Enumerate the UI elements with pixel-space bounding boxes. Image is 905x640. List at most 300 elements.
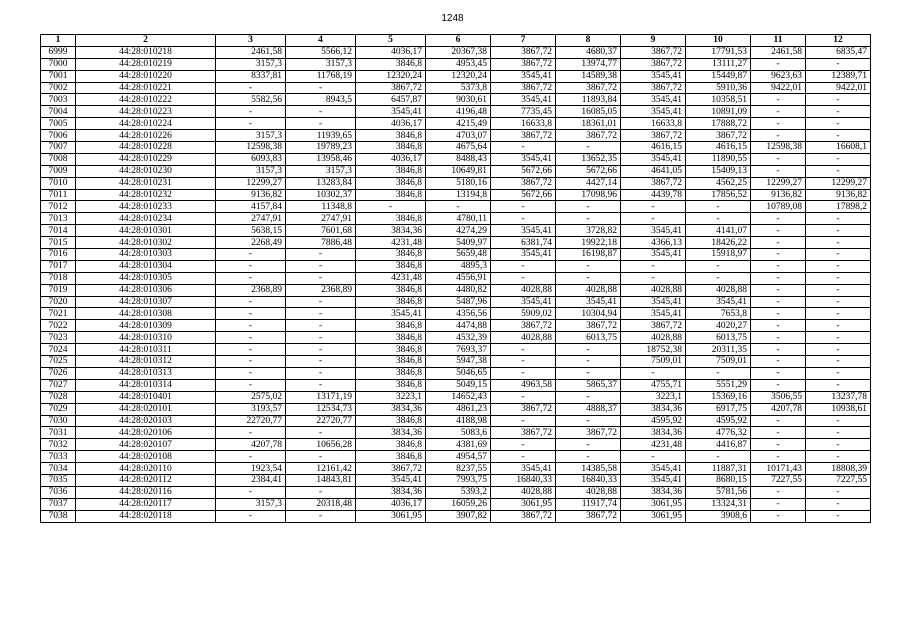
value-cell: - — [751, 272, 806, 284]
table-row — [41, 237, 871, 249]
value-cell: 4028,88 — [621, 332, 686, 344]
value-cell: 3846,8 — [356, 58, 426, 70]
value-cell: - — [751, 165, 806, 177]
value-cell: 5409,97 — [426, 237, 491, 249]
value-cell: 3193,57 — [216, 403, 286, 415]
value-cell: 18361,01 — [556, 118, 621, 130]
column-header: 12 — [806, 35, 871, 47]
value-cell: 5672,66 — [556, 165, 621, 177]
value-cell: 3157,3 — [286, 58, 356, 70]
value-cell: - — [751, 451, 806, 463]
value-cell: 13652,35 — [556, 153, 621, 165]
column-header: 6 — [426, 35, 491, 47]
value-cell: 3061,95 — [491, 498, 556, 510]
table-row — [41, 296, 871, 308]
value-cell: 5373,8 — [426, 82, 491, 94]
value-cell: 4675,64 — [426, 142, 491, 154]
table-row — [41, 189, 871, 201]
cadastral-number-cell: 44:28:010313 — [76, 367, 216, 379]
value-cell: 3846,8 — [356, 130, 426, 142]
value-cell: 6917,75 — [686, 403, 751, 415]
value-cell: - — [216, 510, 286, 522]
value-cell: - — [556, 201, 621, 213]
value-cell: 12299,27 — [751, 177, 806, 189]
value-cell: - — [491, 272, 556, 284]
value-cell: 4480,82 — [426, 284, 491, 296]
value-cell: 11893,84 — [556, 94, 621, 106]
value-cell: - — [621, 213, 686, 225]
cadastral-number-cell: 44:28:010302 — [76, 237, 216, 249]
table-row — [41, 463, 871, 475]
value-cell: - — [806, 486, 871, 498]
cadastral-number-cell: 44:28:010301 — [76, 225, 216, 237]
value-cell: 12389,71 — [806, 70, 871, 82]
value-cell: - — [806, 451, 871, 463]
value-cell: - — [751, 379, 806, 391]
value-cell: 2461,58 — [751, 46, 806, 58]
value-cell: 3834,36 — [621, 486, 686, 498]
value-cell: 5566,12 — [286, 46, 356, 58]
value-cell: - — [751, 225, 806, 237]
cadastral-number-cell: 44:28:020107 — [76, 439, 216, 451]
value-cell: - — [286, 82, 356, 94]
value-cell: - — [556, 272, 621, 284]
cadastral-number-cell: 44:28:010218 — [76, 46, 216, 58]
value-cell: - — [216, 427, 286, 439]
value-cell: 9030,61 — [426, 94, 491, 106]
value-cell: 4366,13 — [621, 237, 686, 249]
value-cell: 12598,38 — [751, 142, 806, 154]
value-cell: 2268,49 — [216, 237, 286, 249]
value-cell: 5672,66 — [491, 189, 556, 201]
value-cell: 3867,72 — [491, 46, 556, 58]
table-row — [41, 486, 871, 498]
value-cell: - — [686, 451, 751, 463]
value-cell: 3867,72 — [491, 403, 556, 415]
column-header: 8 — [556, 35, 621, 47]
value-cell: 9422,01 — [751, 82, 806, 94]
value-cell: - — [286, 367, 356, 379]
value-cell: - — [806, 237, 871, 249]
value-cell: - — [286, 249, 356, 261]
value-cell: 3157,3 — [216, 165, 286, 177]
table-row — [41, 58, 871, 70]
value-cell: - — [806, 118, 871, 130]
value-cell: - — [286, 510, 356, 522]
value-cell: 4427,14 — [556, 177, 621, 189]
table-row — [41, 177, 871, 189]
row-number-cell: 7001 — [41, 70, 76, 82]
value-cell: 4028,88 — [556, 284, 621, 296]
row-number-cell: 7004 — [41, 106, 76, 118]
value-cell: - — [751, 118, 806, 130]
cadastral-number-cell: 44:28:020116 — [76, 486, 216, 498]
value-cell: 10171,43 — [751, 463, 806, 475]
value-cell: 12161,42 — [286, 463, 356, 475]
value-cell: - — [806, 284, 871, 296]
table-row — [41, 153, 871, 165]
value-cell: 3867,72 — [491, 58, 556, 70]
value-cell: 3867,72 — [491, 130, 556, 142]
header-row — [41, 35, 871, 47]
value-cell: - — [751, 284, 806, 296]
value-cell: 13237,78 — [806, 391, 871, 403]
value-cell: - — [216, 379, 286, 391]
value-cell: 3867,72 — [491, 510, 556, 522]
row-number-cell: 7034 — [41, 463, 76, 475]
row-number-cell: 7015 — [41, 237, 76, 249]
value-cell: - — [556, 142, 621, 154]
value-cell: 3545,41 — [686, 296, 751, 308]
value-cell: 4755,71 — [621, 379, 686, 391]
row-number-cell: 7003 — [41, 94, 76, 106]
value-cell: 3907,82 — [426, 510, 491, 522]
value-cell: 14385,58 — [556, 463, 621, 475]
value-cell: 3545,41 — [621, 106, 686, 118]
row-number-cell: 7035 — [41, 474, 76, 486]
value-cell: 19922,18 — [556, 237, 621, 249]
column-header: 3 — [216, 35, 286, 47]
value-cell: 3867,72 — [556, 510, 621, 522]
cadastral-number-cell: 44:28:010306 — [76, 284, 216, 296]
value-cell: - — [556, 439, 621, 451]
value-cell: 3846,8 — [356, 177, 426, 189]
value-cell: 16633,8 — [621, 118, 686, 130]
value-cell: 9136,82 — [751, 189, 806, 201]
value-cell: 3846,8 — [356, 189, 426, 201]
cadastral-number-cell: 44:28:010229 — [76, 153, 216, 165]
value-cell: 3545,41 — [491, 153, 556, 165]
value-cell: 5910,36 — [686, 82, 751, 94]
value-cell: 10891,09 — [686, 106, 751, 118]
value-cell: 3061,95 — [621, 510, 686, 522]
value-cell: 4703,07 — [426, 130, 491, 142]
value-cell: - — [751, 510, 806, 522]
value-cell: 14652,43 — [426, 391, 491, 403]
value-cell: - — [751, 58, 806, 70]
value-cell: 10938,61 — [806, 403, 871, 415]
row-number-cell: 7011 — [41, 189, 76, 201]
value-cell: - — [216, 451, 286, 463]
value-cell: 13958,46 — [286, 153, 356, 165]
value-cell: 3846,8 — [356, 344, 426, 356]
value-cell: - — [751, 367, 806, 379]
value-cell: 3846,8 — [356, 142, 426, 154]
value-cell: 4231,48 — [356, 237, 426, 249]
value-cell: 3867,72 — [356, 463, 426, 475]
value-cell: 12320,24 — [426, 70, 491, 82]
value-cell: - — [806, 344, 871, 356]
value-cell: 12299,27 — [806, 177, 871, 189]
value-cell: 4028,88 — [556, 486, 621, 498]
value-cell: - — [216, 118, 286, 130]
table-row — [41, 498, 871, 510]
column-header: 9 — [621, 35, 686, 47]
value-cell: - — [751, 344, 806, 356]
value-cell: 16198,87 — [556, 249, 621, 261]
value-cell: 3061,95 — [621, 498, 686, 510]
value-cell: - — [806, 106, 871, 118]
value-cell: 3545,41 — [621, 249, 686, 261]
value-cell: 3867,72 — [621, 177, 686, 189]
cadastral-number-cell: 44:28:010304 — [76, 260, 216, 272]
value-cell: - — [806, 320, 871, 332]
value-cell: 18752,38 — [621, 344, 686, 356]
value-cell: 4028,88 — [686, 284, 751, 296]
row-number-cell: 7017 — [41, 260, 76, 272]
cadastral-number-cell: 44:28:020101 — [76, 403, 216, 415]
row-number-cell: 7006 — [41, 130, 76, 142]
value-cell: 10358,51 — [686, 94, 751, 106]
value-cell: 20318,48 — [286, 498, 356, 510]
value-cell: 4595,92 — [686, 415, 751, 427]
value-cell: 3157,3 — [216, 58, 286, 70]
value-cell: 5083,6 — [426, 427, 491, 439]
value-cell: - — [751, 130, 806, 142]
row-number-cell: 7005 — [41, 118, 76, 130]
row-number-cell: 7024 — [41, 344, 76, 356]
value-cell: - — [751, 308, 806, 320]
value-cell: 3867,72 — [621, 82, 686, 94]
value-cell: 11939,65 — [286, 130, 356, 142]
value-cell: 5865,37 — [556, 379, 621, 391]
value-cell: 8943,5 — [286, 94, 356, 106]
row-number-cell: 7019 — [41, 284, 76, 296]
value-cell: 3545,41 — [621, 308, 686, 320]
value-cell: 4616,15 — [621, 142, 686, 154]
value-cell: - — [621, 260, 686, 272]
cadastral-number-cell: 44:28:020117 — [76, 498, 216, 510]
value-cell: 9422,01 — [806, 82, 871, 94]
value-cell: 12534,73 — [286, 403, 356, 415]
value-cell: 3846,8 — [356, 332, 426, 344]
value-cell: 6835,47 — [806, 46, 871, 58]
value-cell: - — [286, 451, 356, 463]
value-cell: 15369,16 — [686, 391, 751, 403]
cadastral-number-cell: 44:28:010220 — [76, 70, 216, 82]
value-cell: - — [286, 344, 356, 356]
value-cell: - — [621, 367, 686, 379]
value-cell: - — [556, 356, 621, 368]
table-row — [41, 439, 871, 451]
value-cell: 5672,66 — [491, 165, 556, 177]
value-cell: - — [286, 379, 356, 391]
cadastral-number-cell: 44:28:010226 — [76, 130, 216, 142]
value-cell: - — [686, 213, 751, 225]
value-cell: - — [216, 249, 286, 261]
value-cell: 4028,88 — [621, 284, 686, 296]
value-cell: 4532,39 — [426, 332, 491, 344]
table-row — [41, 510, 871, 522]
value-cell: - — [751, 249, 806, 261]
value-cell: 3867,72 — [556, 427, 621, 439]
row-number-cell: 7025 — [41, 356, 76, 368]
cadastral-number-cell: 44:28:010228 — [76, 142, 216, 154]
value-cell: 3908,6 — [686, 510, 751, 522]
row-number-cell: 7018 — [41, 272, 76, 284]
cadastral-number-cell: 44:28:010219 — [76, 58, 216, 70]
value-cell: 17888,72 — [686, 118, 751, 130]
value-cell: 3834,36 — [621, 403, 686, 415]
value-cell: 14843,81 — [286, 474, 356, 486]
value-cell: - — [216, 332, 286, 344]
column-header: 1 — [41, 35, 76, 47]
value-cell: 4215,49 — [426, 118, 491, 130]
value-cell: 11890,55 — [686, 153, 751, 165]
table-row — [41, 367, 871, 379]
value-cell: - — [686, 272, 751, 284]
cadastral-number-cell: 44:28:010312 — [76, 356, 216, 368]
value-cell: - — [751, 296, 806, 308]
value-cell: - — [751, 439, 806, 451]
value-cell: 2747,91 — [286, 213, 356, 225]
value-cell: 7227,55 — [806, 474, 871, 486]
value-cell: 5180,16 — [426, 177, 491, 189]
value-cell: - — [751, 320, 806, 332]
table-row — [41, 403, 871, 415]
value-cell: 3834,36 — [356, 225, 426, 237]
value-cell: - — [806, 272, 871, 284]
row-number-cell: 7010 — [41, 177, 76, 189]
cadastral-number-cell: 44:28:010310 — [76, 332, 216, 344]
value-cell: 4595,92 — [621, 415, 686, 427]
value-cell: 11768,19 — [286, 70, 356, 82]
value-cell: 10302,37 — [286, 189, 356, 201]
value-cell: 7886,48 — [286, 237, 356, 249]
table-row — [41, 46, 871, 58]
value-cell: 1923,54 — [216, 463, 286, 475]
value-cell: - — [216, 486, 286, 498]
value-cell: - — [751, 213, 806, 225]
row-number-cell: 7016 — [41, 249, 76, 261]
value-cell: - — [491, 260, 556, 272]
column-header: 10 — [686, 35, 751, 47]
value-cell: 4157,84 — [216, 201, 286, 213]
value-cell: 2368,89 — [286, 284, 356, 296]
cadastral-number-cell: 44:28:010231 — [76, 177, 216, 189]
cadastral-number-cell: 44:28:020106 — [76, 427, 216, 439]
value-cell: - — [806, 332, 871, 344]
value-cell: - — [556, 260, 621, 272]
cadastral-number-cell: 44:28:010309 — [76, 320, 216, 332]
value-cell: - — [286, 332, 356, 344]
value-cell: 4616,15 — [686, 142, 751, 154]
value-cell: 4231,48 — [621, 439, 686, 451]
value-cell: 15449,87 — [686, 70, 751, 82]
value-cell: - — [286, 486, 356, 498]
value-cell: 3545,41 — [491, 94, 556, 106]
value-cell: 2368,89 — [216, 284, 286, 296]
value-cell: - — [556, 367, 621, 379]
value-cell: 3867,72 — [491, 427, 556, 439]
value-cell: - — [806, 498, 871, 510]
value-cell: 3157,3 — [286, 165, 356, 177]
value-cell: - — [216, 106, 286, 118]
value-cell: - — [751, 94, 806, 106]
value-cell: 3846,8 — [356, 439, 426, 451]
cadastral-number-cell: 44:28:010307 — [76, 296, 216, 308]
value-cell: 16840,33 — [556, 474, 621, 486]
value-cell: 3545,41 — [621, 474, 686, 486]
value-cell: - — [491, 451, 556, 463]
value-cell: 5781,56 — [686, 486, 751, 498]
table-row — [41, 427, 871, 439]
table-row — [41, 201, 871, 213]
value-cell: 4474,88 — [426, 320, 491, 332]
value-cell: - — [491, 344, 556, 356]
value-cell: - — [751, 260, 806, 272]
table-row — [41, 82, 871, 94]
value-cell: - — [806, 356, 871, 368]
value-cell: 8237,55 — [426, 463, 491, 475]
value-cell: 13171,19 — [286, 391, 356, 403]
value-cell: 4188,98 — [426, 415, 491, 427]
value-cell: 4036,17 — [356, 118, 426, 130]
value-cell: 2747,91 — [216, 213, 286, 225]
value-cell: - — [806, 153, 871, 165]
value-cell: 3545,41 — [621, 296, 686, 308]
value-cell: - — [286, 356, 356, 368]
value-cell: 12598,38 — [216, 142, 286, 154]
value-cell: - — [751, 498, 806, 510]
value-cell: - — [806, 213, 871, 225]
row-number-cell: 7021 — [41, 308, 76, 320]
value-cell: 3061,95 — [356, 510, 426, 522]
value-cell: - — [621, 272, 686, 284]
value-cell: 9623,63 — [751, 70, 806, 82]
value-cell: 4416,87 — [686, 439, 751, 451]
value-cell: 5551,29 — [686, 379, 751, 391]
value-cell: 10789,08 — [751, 201, 806, 213]
value-cell: 3846,8 — [356, 249, 426, 261]
value-cell: - — [806, 439, 871, 451]
value-cell: 5947,38 — [426, 356, 491, 368]
value-cell: 3846,8 — [356, 284, 426, 296]
row-number-cell: 7020 — [41, 296, 76, 308]
value-cell: 6381,74 — [491, 237, 556, 249]
value-cell: 3545,41 — [491, 296, 556, 308]
value-cell: - — [806, 249, 871, 261]
table-row — [41, 118, 871, 130]
value-cell: 3545,41 — [491, 463, 556, 475]
value-cell: 13974,77 — [556, 58, 621, 70]
value-cell: 3867,72 — [621, 130, 686, 142]
value-cell: 7227,55 — [751, 474, 806, 486]
value-cell: - — [686, 201, 751, 213]
cadastral-number-cell: 44:28:010232 — [76, 189, 216, 201]
value-cell: - — [286, 106, 356, 118]
value-cell: - — [686, 367, 751, 379]
value-cell: 3867,72 — [621, 320, 686, 332]
value-cell: 15918,97 — [686, 249, 751, 261]
value-cell: - — [806, 415, 871, 427]
row-number-cell: 6999 — [41, 46, 76, 58]
value-cell: 3834,36 — [621, 427, 686, 439]
row-number-cell: 7028 — [41, 391, 76, 403]
value-cell: 4036,17 — [356, 498, 426, 510]
value-cell: 7735,45 — [491, 106, 556, 118]
value-cell: - — [556, 344, 621, 356]
value-cell: 4641,05 — [621, 165, 686, 177]
cadastral-number-cell: 44:28:010311 — [76, 344, 216, 356]
value-cell: 18808,39 — [806, 463, 871, 475]
value-cell: 4776,32 — [686, 427, 751, 439]
value-cell: 3545,41 — [621, 225, 686, 237]
value-cell: 6457,87 — [356, 94, 426, 106]
value-cell: - — [751, 237, 806, 249]
value-cell: 3867,72 — [491, 177, 556, 189]
value-cell: 3846,8 — [356, 451, 426, 463]
